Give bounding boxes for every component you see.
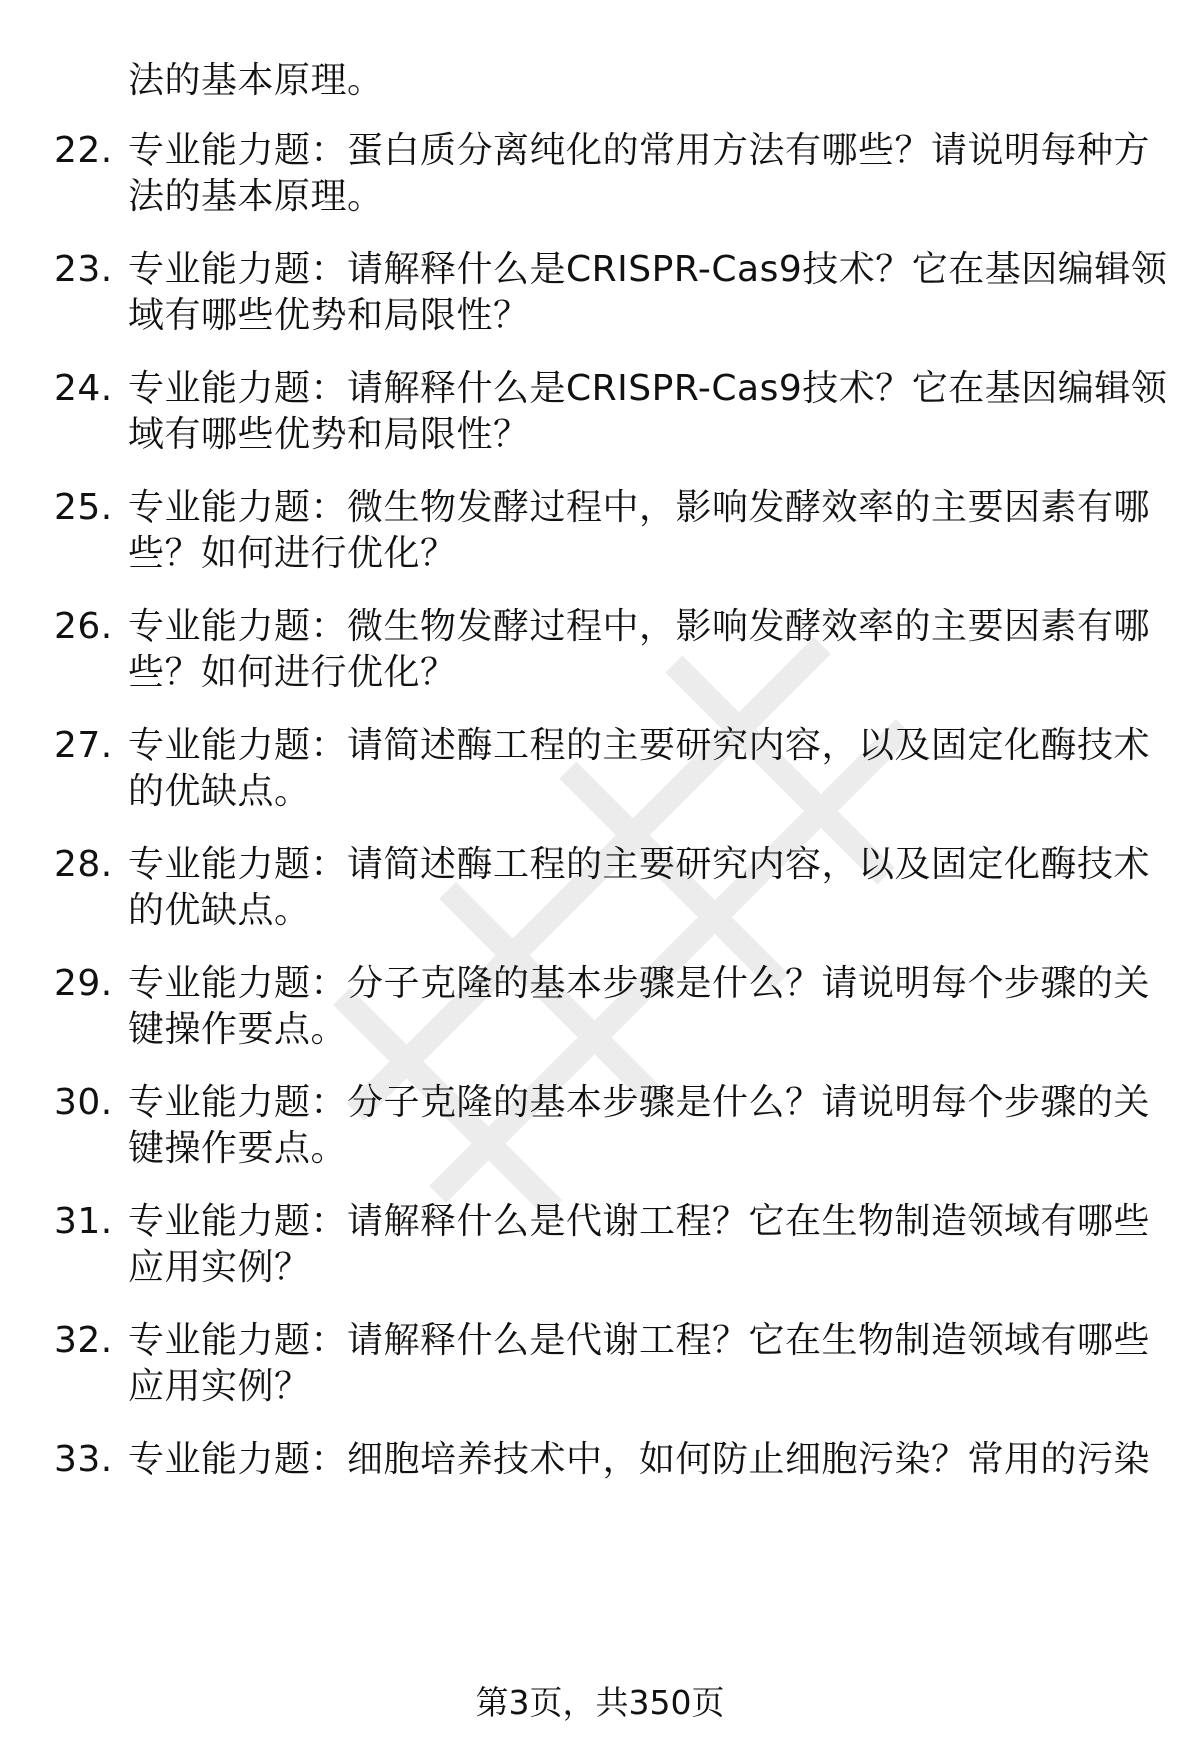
item-text-line1: 专业能力题：分子克隆的基本步骤是什么？请说明每个步骤的关 — [128, 1082, 1151, 1123]
item-text-line2: 些？如何进行优化？ — [128, 652, 457, 693]
item-text-line2: 域有哪些优势和局限性？ — [128, 414, 530, 455]
item-number: 25. — [54, 487, 113, 528]
item-number: 24. — [54, 368, 113, 409]
item-text-line1: 专业能力题：分子克隆的基本步骤是什么？请说明每个步骤的关 — [128, 963, 1151, 1004]
item-text-line1: 专业能力题：请解释什么是CRISPR-Cas9技术？它在基因编辑领 — [128, 368, 1168, 409]
item-number: 22. — [54, 130, 113, 171]
item-text-line2: 法的基本原理。 — [128, 176, 384, 217]
item-number: 30. — [54, 1082, 113, 1123]
item-text-line1: 专业能力题：蛋白质分离纯化的常用方法有哪些？请说明每种方 — [128, 130, 1151, 171]
page-number-footer: 第3页，共350页 — [475, 1683, 725, 1722]
item-text-line1: 专业能力题：请解释什么是代谢工程？它在生物制造领域有哪些 — [128, 1201, 1151, 1242]
item-number: 29. — [54, 963, 113, 1004]
item-number: 28. — [54, 844, 113, 885]
item-text-line2: 的优缺点。 — [128, 771, 311, 812]
continuation-text: 法的基本原理。 — [128, 60, 384, 101]
item-number: 23. — [54, 249, 113, 290]
item-text-line1: 专业能力题：请解释什么是代谢工程？它在生物制造领域有哪些 — [128, 1320, 1151, 1361]
item-text-line1: 专业能力题：请简述酶工程的主要研究内容，以及固定化酶技术 — [128, 844, 1151, 885]
item-number: 27. — [54, 725, 113, 766]
item-number: 26. — [54, 606, 113, 647]
item-text-line1: 专业能力题：请解释什么是CRISPR-Cas9技术？它在基因编辑领 — [128, 249, 1168, 290]
item-number: 33. — [54, 1439, 113, 1480]
item-number: 31. — [54, 1201, 113, 1242]
item-text-line2: 键操作要点。 — [128, 1128, 348, 1169]
item-text-line1: 专业能力题：细胞培养技术中，如何防止细胞污染？常用的污染 — [128, 1439, 1151, 1480]
item-text-line2: 的优缺点。 — [128, 890, 311, 931]
item-text-line2: 域有哪些优势和局限性？ — [128, 295, 530, 336]
item-text-line1: 专业能力题：微生物发酵过程中，影响发酵效率的主要因素有哪 — [128, 606, 1151, 647]
item-text-line2: 应用实例？ — [128, 1247, 311, 1288]
item-text-line2: 键操作要点。 — [128, 1009, 348, 1050]
item-text-line1: 专业能力题：请简述酶工程的主要研究内容，以及固定化酶技术 — [128, 725, 1151, 766]
item-text-line2: 些？如何进行优化？ — [128, 533, 457, 574]
item-number: 32. — [54, 1320, 113, 1361]
item-text-line2: 应用实例？ — [128, 1366, 311, 1407]
item-text-line1: 专业能力题：微生物发酵过程中，影响发酵效率的主要因素有哪 — [128, 487, 1151, 528]
